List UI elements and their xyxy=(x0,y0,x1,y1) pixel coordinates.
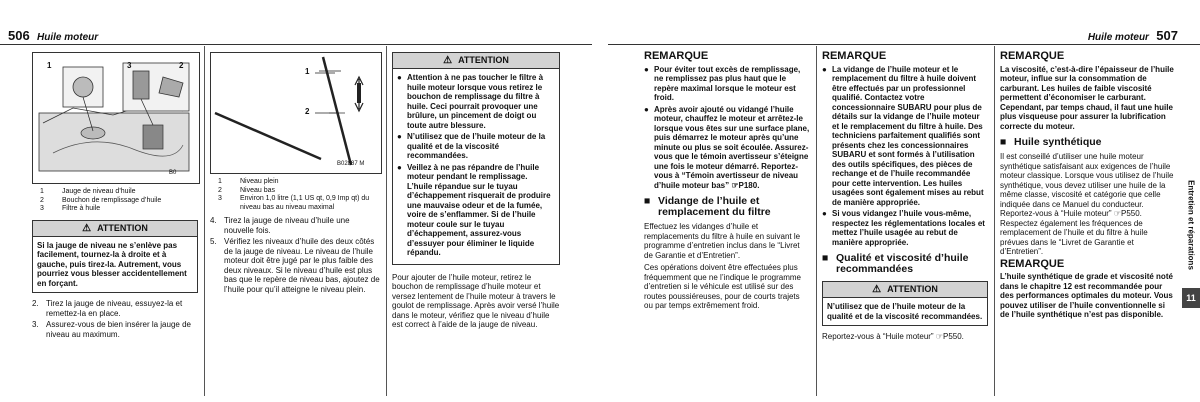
caption-item: 2 Bouchon de remplissage d’huile xyxy=(40,196,162,204)
figure-label-3: 3 xyxy=(127,61,132,70)
section-heading: ■ Vidange de l’huile et remplacement du filtre xyxy=(644,195,771,218)
attention-header: ⚠ ATTENTION xyxy=(393,53,559,69)
dipstick-illustration xyxy=(211,53,381,173)
step-item: 3. Assurez-vous de bien insérer la jauge de niveau au maximum. xyxy=(32,320,191,339)
left-col-2 xyxy=(210,52,380,296)
figure-code: B02887 M xyxy=(337,161,365,167)
right-header-rule xyxy=(608,44,1200,45)
column-divider xyxy=(386,46,387,396)
right-page-header xyxy=(1088,28,1178,43)
figure-label-1: 1 xyxy=(47,61,52,70)
caption-item: 1 Niveau plein xyxy=(218,178,279,185)
column-divider xyxy=(816,46,817,396)
engine-figure xyxy=(32,52,200,184)
steps-list xyxy=(210,216,380,294)
body-paragraph: Effectuez les vidanges d’huile et remplacements du filtre à huile en suivant le programme d’entretien inclus dans le “Livret de Garantie et d’Entretien”. xyxy=(644,222,801,260)
body-paragraph: Ces opérations doivent être effectuées plus fréquemment que ne l’indique le programme d’entretien si le véhicule est utilisé sur des routes poussiéreuses, pour de courts trajets ou par temps extrêmement froid. xyxy=(644,263,801,310)
left-header-title: Huile moteur xyxy=(37,32,99,43)
attention-bullet: ● N’utilisez que de l’huile moteur de la qualité et de la viscosité recommandées. xyxy=(397,132,546,160)
attention-box xyxy=(822,281,988,326)
level-label-1: 1 xyxy=(305,67,310,76)
attention-header: ⚠ ATTENTION xyxy=(823,282,987,298)
step-item: 5. Vérifiez les niveaux d’huile des deux côtés de la jauge de niveau. Le niveau de l’huile moteur doit être jugé par le plus faible des deux niveaux. Si le niveau d’huile est plus bas que le repère de niveau bas, ajoutez de l’huile pour qu’il atteigne le niveau plein. xyxy=(210,237,380,294)
remark-text: La viscosité, c’est-à-dire l’épaisseur de l’huile moteur, influe sur la consommation de carburant. Les huiles de faible viscosité permettent d’économiser le carburant. Cependant, par temps chaud, il faut une huile plus visqueuse pour assurer la lubrification correcte du moteur. xyxy=(1000,64,1174,131)
left-header-rule xyxy=(0,44,592,45)
right-col-2 xyxy=(822,52,988,345)
right-page-number: 507 xyxy=(1156,28,1178,43)
figure-code: B0 xyxy=(169,170,177,176)
left-page xyxy=(0,0,592,402)
attention-body xyxy=(393,69,559,264)
left-page-number: 506 xyxy=(8,28,30,43)
body-paragraph: Il est conseillé d’utiliser une huile moteur synthétique satisfaisant aux exigences de l’huile moteur classique. Lorsque vous utilisez de l’huile synthétique, vous devez utiliser une huile de la même classe, viscosité et catégorie que celle indiquée dans ce Manuel du conducteur. Reportez-vous à “Huile moteur” ☞P550. Respectez également les fréquences de remplacement de l’huile et du filtre à huile prévues dans le “Livret de Garantie et d’Entretien”. xyxy=(1000,152,1174,256)
figure-captions xyxy=(210,178,380,212)
step-item: 2. Tirez la jauge de niveau, essuyez-la et remettez-la en place. xyxy=(32,299,183,318)
remark-bullet: ● La vidange de l’huile moteur et le remplacement du filtre à huile doivent être effectués par un professionnel qualifié. Contactez votre concessionnaire SUBARU pour plus de détails sur la vidange de l’huile moteur et le remplacement du filtre à huile. Des techniciens parfaitement qualifiés sont présents chez les concessionnaires SUBARU et sont formés à l’utilisation des outils spécifiques, des pièces de rechange et de l’huile recommandée pour cette intervention. Les huiles usagées sont également mises au rebut de manière appropriée. xyxy=(822,64,984,207)
caption-item: 3 Filtre à huile xyxy=(40,205,101,212)
remark-bullet: ● Pour éviter tout excès de remplissage, ne remplissez pas plus haut que le repère maximal lorsque le moteur est froid. xyxy=(644,64,801,102)
body-paragraph: Pour ajouter de l’huile moteur, retirez le bouchon de remplissage d’huile moteur et versez lentement de l’huile moteur à travers le goulot de remplissage. Après avoir versé l’huile dans le moteur, vérifiez que le niveau d’huile est correct à l’aide de la jauge de niveau. xyxy=(392,272,560,329)
column-divider xyxy=(994,46,995,396)
warning-triangle-icon: ⚠ xyxy=(443,55,453,66)
step-item: 4. Tirez la jauge de niveau d’huile une nouvelle fois. xyxy=(210,216,350,235)
caption-item: 3 Environ 1,0 litre (1,1 US qt, 0,9 Imp qt) du niveau bas au niveau maximal xyxy=(218,195,370,211)
remark-title: REMARQUE xyxy=(1000,257,1065,270)
chapter-tab: 11 xyxy=(1182,288,1200,308)
figure-captions xyxy=(32,188,198,214)
page-gutter xyxy=(592,0,608,402)
attention-bullet: ● Veillez à ne pas répandre de l’huile moteur pendant le remplissage. L’huile répandue sur le tuyau d’échappement risquerait de produire une mauvaise odeur et de la fumée, voire de s’enflammer. Si de l’huile moteur coule sur le tuyau d’échappement, assurez-vous d’essuyer pour éliminer le liquide répandu. xyxy=(397,162,551,257)
attention-box xyxy=(32,220,198,294)
right-col-3 xyxy=(1000,52,1174,323)
caption-item: 2 Niveau bas xyxy=(218,186,276,194)
right-header-title: Huile moteur xyxy=(1087,32,1149,43)
engine-bay-illustration xyxy=(33,53,199,183)
section-heading: ■ Qualité et viscosité d’huile recommandées xyxy=(822,252,969,275)
remark-title: REMARQUE xyxy=(1000,50,1065,62)
left-col-1 xyxy=(32,52,198,341)
section-square-icon: ■ xyxy=(644,195,651,207)
attention-text: Si la jauge de niveau ne s’enlève pas facilement, tournez-la à droite et à gauche, puis tirez-la. Autrement, vous pourriez vous blesser accidentellement en forçant. xyxy=(37,240,187,288)
remark-bullet: ● Après avoir ajouté ou vidangé l’huile moteur, chauffez le moteur et arrêtez-le lorsque vous êtes sur une surface plane, puis démarrez le moteur après qu’une minute ou plus se soit écoulée. Assurez-vous que le témoin avertisseur s’éteigne une fois le moteur démarré. Reportez-vous à “Témoin avertisseur de niveau d’huile moteur bas” ☞P180. xyxy=(644,104,810,190)
section-heading: ■ Huile synthétique xyxy=(1000,136,1102,148)
attention-text: N’utilisez que de l’huile moteur de la qualité et de la viscosité recommandées. xyxy=(827,302,983,321)
dipstick-figure xyxy=(210,52,382,174)
remark-text: L’huile synthétique de grade et viscosité noté dans le chapitre 12 est recommandée pour des performances optimales du moteur. Vous pouvez utiliser de l’huile conventionnelle si de l’huile synthétique n’est pas disponible. xyxy=(1000,272,1173,319)
left-page-header xyxy=(8,28,98,43)
column-divider xyxy=(204,46,205,396)
right-page xyxy=(608,0,1200,402)
reference-text: Reportez-vous à “Huile moteur” ☞P550. xyxy=(822,332,964,341)
attention-box xyxy=(392,52,560,265)
right-col-1 xyxy=(644,52,810,314)
section-square-icon: ■ xyxy=(822,252,829,264)
attention-bullet: ● Attention à ne pas toucher le filtre à huile moteur lorsque vous retirez le bouchon de remplissage du filtre à huile. Ceci pourrait provoquer une brûlure, un pincement de doigt ou toute autre blessure. xyxy=(397,73,544,130)
figure-label-2: 2 xyxy=(179,61,184,70)
steps-list xyxy=(32,299,198,339)
section-square-icon: ■ xyxy=(1000,136,1007,148)
caption-item: 1 Jauge de niveau d’huile xyxy=(40,188,136,195)
remark-bullet: ● Si vous vidangez l’huile vous-même, respectez les réglementations locales et mettez l’huile usagée au rebut de manière appropriée. xyxy=(822,209,985,247)
left-col-3 xyxy=(392,52,560,333)
attention-header: ⚠ ATTENTION xyxy=(33,221,197,237)
chapter-side-label: Entretien et réparations xyxy=(1186,180,1196,270)
warning-triangle-icon: ⚠ xyxy=(872,284,882,295)
remark-title: REMARQUE xyxy=(822,50,887,62)
warning-triangle-icon: ⚠ xyxy=(82,222,92,234)
remark-title: REMARQUE xyxy=(644,50,709,62)
level-label-2: 2 xyxy=(305,107,310,116)
